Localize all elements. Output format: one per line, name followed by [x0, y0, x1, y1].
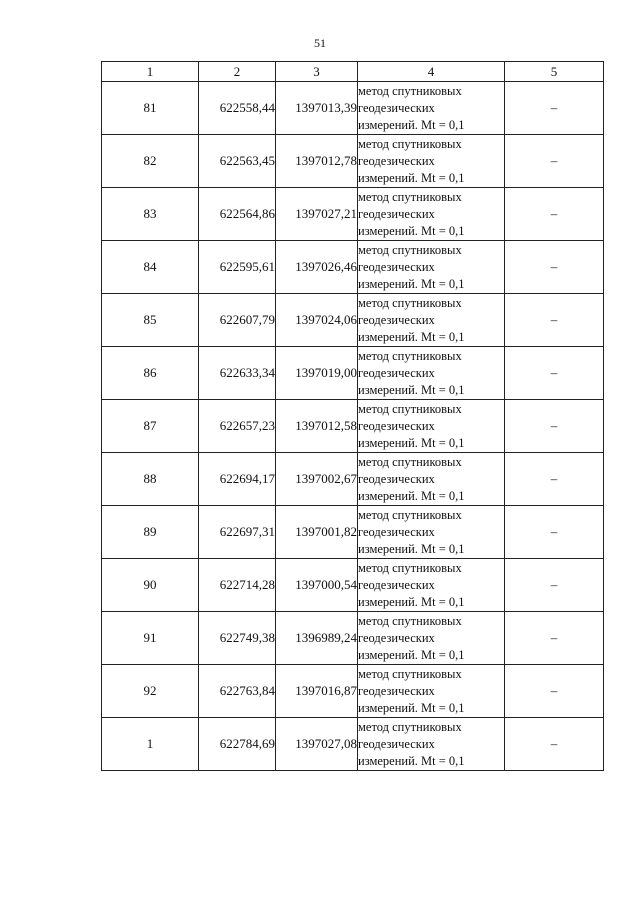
- column-header: 5: [505, 62, 604, 82]
- y-coordinate-cell: 1397002,67: [276, 453, 358, 506]
- method-line: измерений. Mt = 0,1: [358, 276, 465, 291]
- method-line: измерений. Mt = 0,1: [358, 329, 465, 344]
- point-number-cell: 88: [102, 453, 199, 506]
- method-line: геодезических: [358, 312, 435, 327]
- y-coordinate-cell: 1397012,58: [276, 400, 358, 453]
- y-coordinate-cell: 1397019,00: [276, 347, 358, 400]
- method-line: геодезических: [358, 524, 435, 539]
- method-line: измерений. Mt = 0,1: [358, 170, 465, 185]
- x-coordinate-cell: 622563,45: [199, 135, 276, 188]
- method-cell: [358, 82, 505, 135]
- coordinates-table: [101, 61, 604, 771]
- table-row: [102, 82, 604, 135]
- x-coordinate-cell: 622558,44: [199, 82, 276, 135]
- note-cell: –: [505, 559, 604, 612]
- method-line: метод спутниковых: [358, 348, 462, 363]
- x-coordinate-cell: 622564,86: [199, 188, 276, 241]
- table-row: [102, 135, 604, 188]
- method-line: метод спутниковых: [358, 560, 462, 575]
- y-coordinate-cell: 1397001,82: [276, 506, 358, 559]
- method-line: геодезических: [358, 365, 435, 380]
- x-coordinate-cell: 622697,31: [199, 506, 276, 559]
- method-cell: [358, 135, 505, 188]
- method-line: метод спутниковых: [358, 83, 462, 98]
- method-line: метод спутниковых: [358, 666, 462, 681]
- note-cell: –: [505, 718, 604, 771]
- note-cell: –: [505, 82, 604, 135]
- point-number-cell: 92: [102, 665, 199, 718]
- method-line: метод спутниковых: [358, 136, 462, 151]
- y-coordinate-cell: 1397026,46: [276, 241, 358, 294]
- method-line: измерений. Mt = 0,1: [358, 753, 465, 768]
- y-coordinate-cell: 1397027,08: [276, 718, 358, 771]
- y-coordinate-cell: 1397013,39: [276, 82, 358, 135]
- y-coordinate-cell: 1397016,87: [276, 665, 358, 718]
- method-line: геодезических: [358, 736, 435, 751]
- x-coordinate-cell: 622714,28: [199, 559, 276, 612]
- note-cell: –: [505, 294, 604, 347]
- table-row: [102, 718, 604, 771]
- point-number-cell: 82: [102, 135, 199, 188]
- method-line: измерений. Mt = 0,1: [358, 435, 465, 450]
- x-coordinate-cell: 622595,61: [199, 241, 276, 294]
- x-coordinate-cell: 622633,34: [199, 347, 276, 400]
- method-line: геодезических: [358, 100, 435, 115]
- table-row: [102, 400, 604, 453]
- x-coordinate-cell: 622784,69: [199, 718, 276, 771]
- y-coordinate-cell: 1397012,78: [276, 135, 358, 188]
- method-line: измерений. Mt = 0,1: [358, 647, 465, 662]
- method-line: геодезических: [358, 153, 435, 168]
- table-row: [102, 453, 604, 506]
- method-cell: [358, 347, 505, 400]
- point-number-cell: 86: [102, 347, 199, 400]
- method-cell: [358, 241, 505, 294]
- table-row: [102, 241, 604, 294]
- note-cell: –: [505, 453, 604, 506]
- y-coordinate-cell: 1397027,21: [276, 188, 358, 241]
- note-cell: –: [505, 188, 604, 241]
- method-line: геодезических: [358, 259, 435, 274]
- point-number-cell: 81: [102, 82, 199, 135]
- method-line: геодезических: [358, 471, 435, 486]
- column-header: 3: [276, 62, 358, 82]
- table-row: [102, 506, 604, 559]
- x-coordinate-cell: 622657,23: [199, 400, 276, 453]
- method-line: метод спутниковых: [358, 242, 462, 257]
- note-cell: –: [505, 506, 604, 559]
- method-cell: [358, 612, 505, 665]
- y-coordinate-cell: 1397000,54: [276, 559, 358, 612]
- method-line: измерений. Mt = 0,1: [358, 117, 465, 132]
- method-line: метод спутниковых: [358, 401, 462, 416]
- method-line: геодезических: [358, 577, 435, 592]
- note-cell: –: [505, 241, 604, 294]
- method-line: метод спутниковых: [358, 295, 462, 310]
- table-row: [102, 188, 604, 241]
- table-row: [102, 612, 604, 665]
- x-coordinate-cell: 622763,84: [199, 665, 276, 718]
- method-cell: [358, 718, 505, 771]
- column-header: 1: [102, 62, 199, 82]
- note-cell: –: [505, 612, 604, 665]
- method-cell: [358, 188, 505, 241]
- method-line: метод спутниковых: [358, 454, 462, 469]
- method-line: измерений. Mt = 0,1: [358, 541, 465, 556]
- page-number: 51: [314, 36, 326, 50]
- note-cell: –: [505, 400, 604, 453]
- table-row: [102, 294, 604, 347]
- note-cell: –: [505, 665, 604, 718]
- point-number-cell: 85: [102, 294, 199, 347]
- method-line: измерений. Mt = 0,1: [358, 382, 465, 397]
- point-number-cell: 89: [102, 506, 199, 559]
- method-line: метод спутниковых: [358, 189, 462, 204]
- note-cell: –: [505, 347, 604, 400]
- method-line: геодезических: [358, 683, 435, 698]
- method-line: метод спутниковых: [358, 507, 462, 522]
- method-line: геодезических: [358, 206, 435, 221]
- table-header-row: [102, 62, 604, 82]
- method-line: измерений. Mt = 0,1: [358, 700, 465, 715]
- point-number-cell: 87: [102, 400, 199, 453]
- table-row: [102, 559, 604, 612]
- point-number-cell: 90: [102, 559, 199, 612]
- table-row: [102, 347, 604, 400]
- point-number-cell: 1: [102, 718, 199, 771]
- method-line: измерений. Mt = 0,1: [358, 488, 465, 503]
- method-cell: [358, 453, 505, 506]
- method-cell: [358, 294, 505, 347]
- y-coordinate-cell: 1396989,24: [276, 612, 358, 665]
- method-cell: [358, 559, 505, 612]
- method-line: измерений. Mt = 0,1: [358, 223, 465, 238]
- x-coordinate-cell: 622694,17: [199, 453, 276, 506]
- note-cell: –: [505, 135, 604, 188]
- point-number-cell: 83: [102, 188, 199, 241]
- x-coordinate-cell: 622749,38: [199, 612, 276, 665]
- method-cell: [358, 506, 505, 559]
- method-line: метод спутниковых: [358, 613, 462, 628]
- y-coordinate-cell: 1397024,06: [276, 294, 358, 347]
- column-header: 2: [199, 62, 276, 82]
- method-cell: [358, 665, 505, 718]
- method-line: метод спутниковых: [358, 719, 462, 734]
- table-row: [102, 665, 604, 718]
- x-coordinate-cell: 622607,79: [199, 294, 276, 347]
- point-number-cell: 84: [102, 241, 199, 294]
- column-header: 4: [358, 62, 505, 82]
- method-line: геодезических: [358, 630, 435, 645]
- method-line: измерений. Mt = 0,1: [358, 594, 465, 609]
- method-line: геодезических: [358, 418, 435, 433]
- method-cell: [358, 400, 505, 453]
- point-number-cell: 91: [102, 612, 199, 665]
